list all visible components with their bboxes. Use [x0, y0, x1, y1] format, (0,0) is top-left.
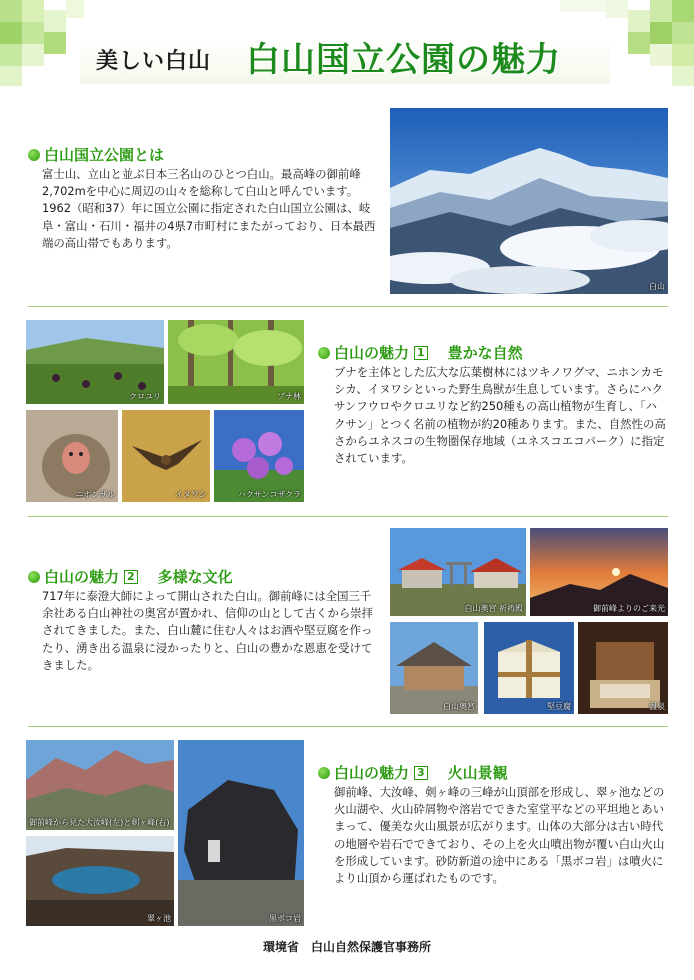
section-number: 3 — [414, 766, 428, 780]
section-title-suffix: 火山景観 — [447, 764, 508, 782]
section-title-prefix: 白山の魅力 — [334, 764, 410, 782]
section-divider — [28, 726, 668, 727]
section-title-prefix: 白山の魅力 — [334, 344, 410, 362]
bullet-dot-icon — [318, 347, 330, 359]
page-header — [0, 0, 694, 92]
photo-shrine-prayer-hall — [390, 528, 526, 616]
header-tile-decoration — [672, 44, 694, 66]
section-heading — [318, 342, 523, 363]
photo-buna-forest — [168, 320, 304, 404]
section-heading — [28, 144, 164, 165]
photo-caption: 黒ボコ岩 — [269, 914, 301, 923]
photo-caption: 温泉 — [649, 702, 665, 711]
photo-primrose — [214, 410, 304, 502]
photo-caption: ハクサンコザクラ — [237, 490, 301, 499]
header-tile-decoration — [672, 0, 694, 22]
section-number: 1 — [414, 346, 428, 360]
header-tile-decoration — [672, 66, 694, 86]
header-tile-decoration — [44, 32, 66, 54]
header-tile-decoration — [650, 44, 672, 66]
header-tile-decoration — [66, 0, 84, 18]
photo-caption: 堅豆腐 — [547, 702, 571, 711]
photo-tofu — [484, 622, 574, 714]
section-body: 御前峰、大汝峰、剣ヶ峰の三峰が山頂部を形成し、翠ヶ池などの火山湖や、火山砕屑物や溶岩でできた室堂平などの平坦地とあいまって、優美な火山風景が広がります。山体の大部分は古い時代の地層や岩石でできており、その上を火山噴出物が覆い白山火山を形成しています。砂防新道の途中にある「黒ボコ岩」は噴火により山頂から運ばれたものです。 — [334, 785, 665, 886]
photo-monkey — [26, 410, 118, 502]
header-tile-decoration — [22, 44, 44, 66]
section-heading — [318, 762, 508, 783]
photo-peaks-view — [26, 740, 174, 830]
section-body: 富士山、立山と並ぶ日本三名山のひとつ白山。最高峰の御前峰2,702mを中心に周辺の山々を総称して白山と呼んでいます。1962（昭和37）年に国立公園に指定された白山国立公園は、岐阜・富山・石川・福井の4県7市町村にまたがっており、日本最西端の高山帯でもあります。 — [42, 167, 376, 250]
photo-caption: 白山奥宮 祈祷殿 — [464, 604, 523, 613]
page-title: 白山国立公園の魅力 — [246, 40, 561, 80]
photo-caption: ニホンザル — [75, 490, 115, 499]
header-tile-decoration — [606, 0, 628, 18]
header-tile-decoration — [0, 44, 22, 66]
header-tile-decoration — [22, 0, 44, 22]
header-tile-decoration — [628, 32, 650, 54]
photo-graphic — [178, 740, 304, 926]
footer-credit: 環境省 白山自然保護官事務所 — [262, 940, 431, 954]
header-tile-decoration — [672, 22, 694, 44]
bullet-dot-icon — [28, 149, 40, 161]
photo-midorigaike — [26, 836, 174, 926]
section-title-prefix: 白山の魅力 — [44, 568, 120, 586]
photo-caption: 白山奥宮 — [443, 702, 475, 711]
section-title-suffix: 豊かな自然 — [447, 344, 523, 362]
header-tile-decoration — [650, 0, 672, 22]
photo-caption: 翠ヶ池 — [147, 914, 171, 923]
section-heading — [28, 566, 233, 587]
header-tile-decoration — [560, 0, 606, 12]
photo-sunrise — [530, 528, 668, 616]
photo-hot-spring — [578, 622, 668, 714]
section-title-suffix: 多様な文化 — [157, 568, 233, 586]
section-divider — [28, 516, 668, 517]
bullet-dot-icon — [318, 767, 330, 779]
photo-caption: 御前峰よりのご来光 — [593, 604, 665, 613]
mountain-photo-graphic — [390, 108, 668, 294]
header-tile-decoration — [650, 22, 672, 44]
photo-caption: クロユリ — [129, 392, 161, 401]
header-tile-decoration — [22, 22, 44, 44]
section-divider — [28, 306, 668, 307]
photo-caption: ブナ林 — [277, 392, 301, 401]
photo-eagle — [122, 410, 210, 502]
header-tile-decoration — [0, 66, 22, 86]
photo-caption: イヌワシ — [175, 490, 207, 499]
section-title: 白山国立公園とは — [44, 146, 165, 164]
section-body: ブナを主体とした広大な広葉樹林にはツキノワグマ、ニホンカモシカ、イヌワシといった野生鳥獣が生息しています。さらにハクサンフウロやクロユリなど約250種もの高山植物が生育し、「ハクサン」とつく名前の植物が約20種あります。また、自然性の高さからユネスコの生物圏保存地域（ユネスコエコパーク）に指定されています。 — [334, 365, 666, 466]
photo-kurobokoiwa — [178, 740, 304, 926]
section-number: 2 — [124, 570, 138, 584]
header-tile-decoration — [628, 10, 650, 32]
title-subtitle: 美しい白山 — [96, 49, 212, 74]
photo-kuroyuri — [26, 320, 164, 404]
section-body: 717年に泰澄大師によって開山された白山。御前峰には全国三千余社ある白山神社の奥宮が置かれ、信仰の山として古くから崇拝されてきました。また、白山麓に住む人々はお酒や堅豆腐を作ったり、湧き出る温泉に浸かったりと、白山の豊かな恩恵を受けてきました。 — [42, 589, 374, 672]
header-tile-decoration — [0, 0, 22, 22]
bullet-dot-icon — [28, 571, 40, 583]
header-tile-decoration — [0, 22, 22, 44]
photo-caption: 白山 — [649, 282, 665, 291]
header-tile-decoration — [44, 10, 66, 32]
photo-hakusan — [390, 108, 668, 294]
photo-shrine — [390, 622, 478, 714]
photo-caption: 御前峰から見た大汝峰(左)と剣ヶ峰(右) — [29, 818, 170, 827]
